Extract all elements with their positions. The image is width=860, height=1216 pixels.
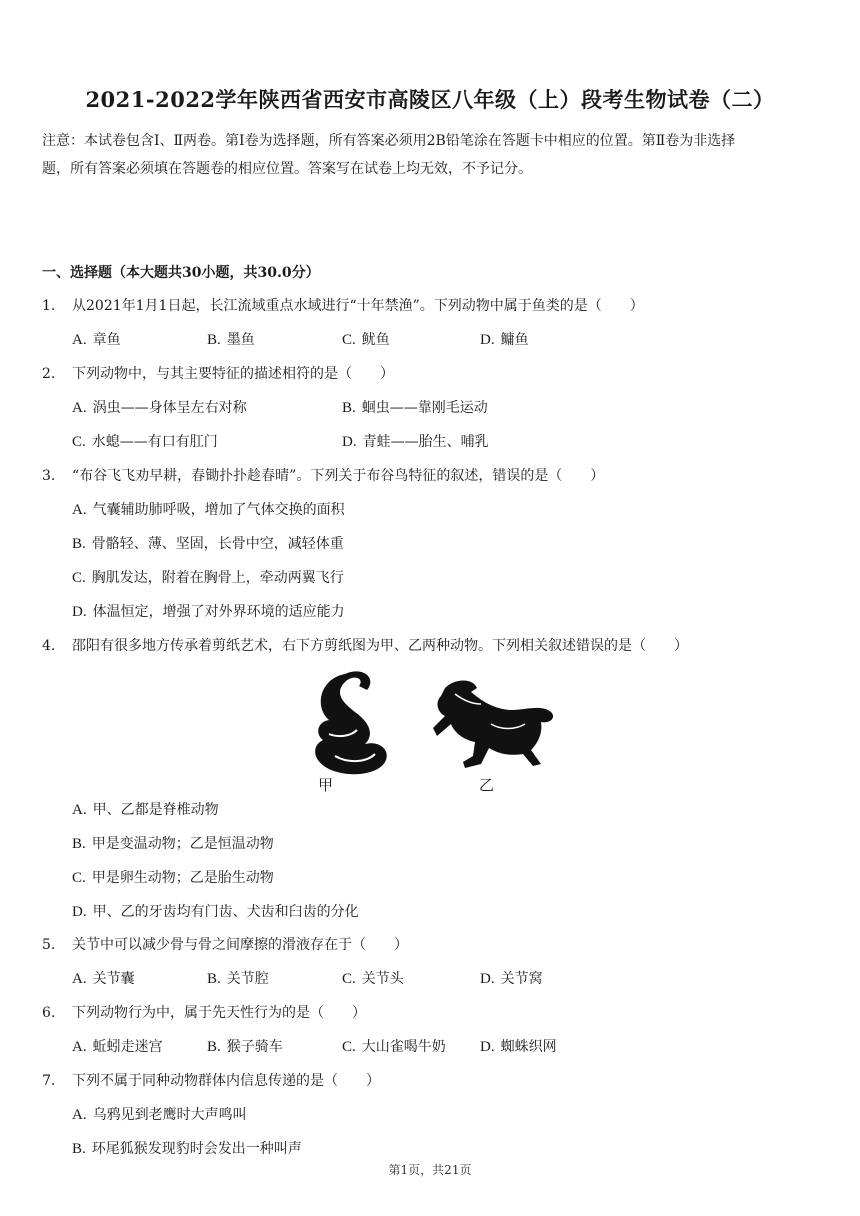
option-2d: D. 青蛙——胎生、哺乳 (342, 434, 489, 450)
section-heading: 一、选择题（本大题共30小题，共30.0分） (42, 265, 320, 281)
notice-line-2: 题，所有答案必须填在答题卷的相应位置。答案写在试卷上均无效，不予记分。 (42, 161, 532, 177)
figure-label-jia: 甲 (318, 777, 334, 794)
option-3c: C. 胸肌发达，附着在胸骨上，牵动两翼飞行 (72, 570, 344, 586)
option-5c: C. 关节头 (342, 971, 404, 987)
exam-notice (42, 127, 822, 183)
question-text: 下列动物中，与其主要特征的描述相符的是（ ） (72, 366, 394, 382)
question-5 (42, 935, 408, 955)
figure-label-yi: 乙 (479, 777, 495, 794)
option-5d: D. 关节窝 (480, 971, 543, 987)
question-number: 7. (42, 1073, 56, 1089)
option-4a: A. 甲、乙都是脊椎动物 (72, 802, 219, 818)
option-6c: C. 大山雀喝牛奶 (342, 1039, 446, 1055)
option-6b: B. 猴子骑车 (207, 1039, 283, 1055)
option-1d: D. 鳙鱼 (480, 332, 529, 348)
question-number: 3. (42, 468, 56, 484)
notice-line-1: 注意：本试卷包含Ⅰ、Ⅱ两卷。第Ⅰ卷为选择题，所有答案必须用2B铅笔涂在答题卡中相应的位置。第Ⅱ卷为非选择 (42, 133, 736, 149)
paper-cut-illustration (305, 664, 565, 794)
question-1 (42, 296, 644, 316)
question-2 (42, 364, 394, 384)
option-7b: B. 环尾狐猴发现豹时会发出一种叫声 (72, 1141, 302, 1157)
option-4c: C. 甲是卵生动物；乙是胎生动物 (72, 870, 274, 886)
option-1c: C. 鱿鱼 (342, 332, 390, 348)
option-5a: A. 关节囊 (72, 971, 135, 987)
question-6 (42, 1003, 366, 1023)
question-number: 4. (42, 638, 56, 654)
option-7a: A. 乌鸦见到老鹰时大声鸣叫 (72, 1107, 247, 1123)
option-4b: B. 甲是变温动物；乙是恒温动物 (72, 836, 274, 852)
option-2a: A. 涡虫——身体呈左右对称 (72, 400, 247, 416)
question-4 (42, 636, 688, 656)
question-text: 下列动物行为中，属于先天性行为的是（ ） (72, 1005, 366, 1021)
question-number: 1. (42, 298, 56, 314)
question-text: 关节中可以减少骨与骨之间摩擦的滑液存在于（ ） (72, 937, 408, 953)
question-text: 邵阳有很多地方传承着剪纸艺术，右下方剪纸图为甲、乙两种动物。下列相关叙述错误的是（ ） (72, 638, 688, 654)
paper-cut-figure (305, 664, 565, 794)
option-6d: D. 蜘蛛织网 (480, 1039, 557, 1055)
option-2b: B. 蛔虫——靠刚毛运动 (342, 400, 488, 416)
option-1b: B. 墨鱼 (207, 332, 255, 348)
question-text: 下列不属于同种动物群体内信息传递的是（ ） (72, 1073, 380, 1089)
page-title: 2021-2022学年陕西省西安市高陵区八年级（上）段考生物试卷（二） (85, 87, 775, 112)
option-2c: C. 水螅——有口有肛门 (72, 434, 218, 450)
question-number: 2. (42, 366, 56, 382)
option-3b: B. 骨骼轻、薄、坚固，长骨中空，减轻体重 (72, 536, 344, 552)
option-4d: D. 甲、乙的牙齿均有门齿、犬齿和臼齿的分化 (72, 904, 359, 920)
option-3a: A. 气囊辅助肺呼吸，增加了气体交换的面积 (72, 502, 345, 518)
question-7 (42, 1071, 380, 1091)
snake-paper-cut (315, 671, 387, 774)
question-3 (42, 466, 604, 486)
question-text: “布谷飞飞劝早耕，春锄扑扑趁春晴”。下列关于布谷鸟特征的叙述，错误的是（ ） (72, 468, 605, 484)
horse-paper-cut (433, 681, 553, 769)
question-number: 6. (42, 1005, 56, 1021)
option-1a: A. 章鱼 (72, 332, 121, 348)
question-number: 5. (42, 937, 56, 953)
option-6a: A. 蚯蚓走迷宫 (72, 1039, 163, 1055)
page-footer: 第1页，共21页 (388, 1163, 472, 1177)
option-5b: B. 关节腔 (207, 971, 269, 987)
question-text: 从2021年1月1日起，长江流域重点水域进行“十年禁渔”。下列动物中属于鱼类的是（ ） (72, 298, 644, 314)
option-3d: D. 体温恒定，增强了对外界环境的适应能力 (72, 604, 345, 620)
